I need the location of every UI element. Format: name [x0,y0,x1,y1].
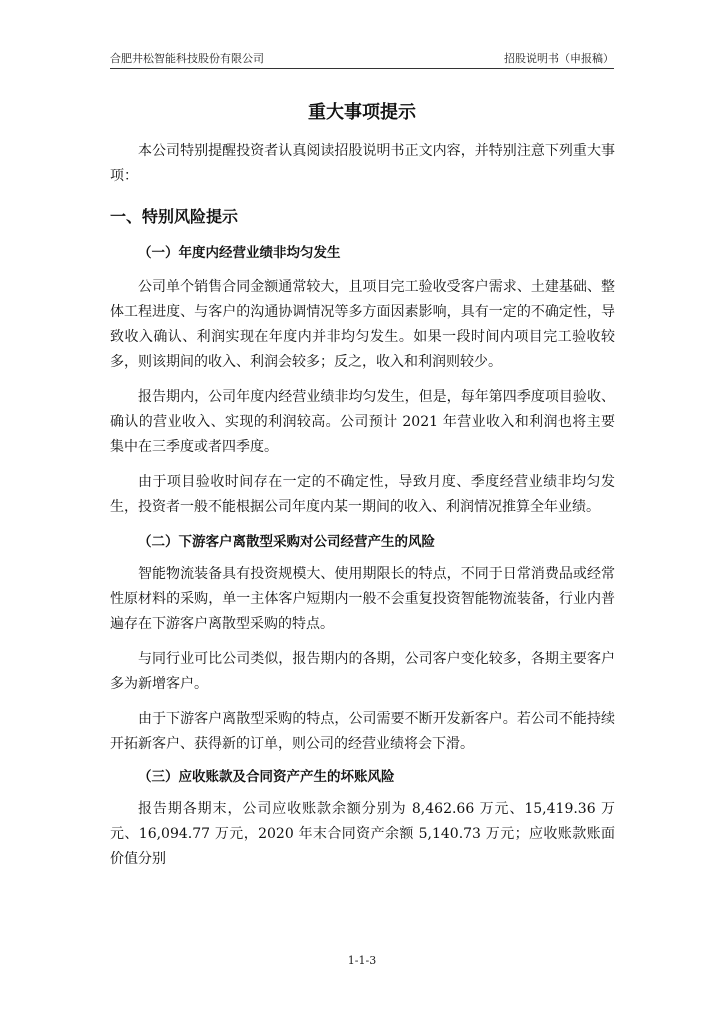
paragraph: 与同行业可比公司类似，报告期内的各期，公司客户变化较多，各期主要客户多为新增客户。 [110,651,615,692]
paragraph: 公司单个销售合同金额通常较大，且项目完工验收受客户需求、土建基础、整体工程进度、与客户的沟通协调情况等多方面因素影响，具有一定的不确定性，导致收入确认、利润实现在年度内并非均匀发生。如果一段时间内项目完工验收较多，则该期间的收入、利润会较多；反之，收入和利润则较少。 [110,279,615,370]
subsection-3-heading: （三）应收账款及合同资产产生的坏账风险 [138,769,395,785]
document-title: 重大事项提示 [308,102,416,123]
header-company: 合肥井松智能科技股份有限公司 [110,52,264,65]
subsection-1-heading: （一）年度内经营业绩非均匀发生 [138,245,341,261]
document-body [110,139,615,872]
section-1-heading: 一、特别风险提示 [110,207,239,226]
subsection-2-heading: （二）下游客户离散型采购对公司经营产生的风险 [138,534,435,550]
paragraph: 报告期内，公司年度内经营业绩非均匀发生，但是，每年第四季度项目验收、确认的营业收入、实现的利润较高。公司预计 2021 年营业收入和利润也将主要集中在三季度或者四季度。 [110,389,615,455]
intro-paragraph: 本公司特别提醒投资者认真阅读招股说明书正文内容，并特别注意下列重大事项： [110,143,615,184]
page-header [110,50,614,69]
paragraph: 由于下游客户离散型采购的特点，公司需要不断开发新客户。若公司不能持续开拓新客户、获得新的订单，则公司的经营业绩将会下滑。 [110,711,615,752]
paragraph: 报告期各期末，公司应收账款余额分别为 8,462.66 万元、15,419.36 万元、16,094.77 万元，2020 年末合同资产余额 5,140.73 万元；应收账款账面价值分别 [110,801,615,867]
paragraph: 智能物流装备具有投资规模大、使用期限长的特点，不同于日常消费品或经常性原材料的采购，单一主体客户短期内一般不会重复投资智能物流装备，行业内普遍存在下游客户离散型采购的特点。 [110,566,615,632]
page-number: 1-1-3 [347,954,377,967]
header-doc-type: 招股说明书（申报稿） [504,52,614,65]
paragraph: 由于项目验收时间存在一定的不确定性，导致月度、季度经营业绩非均匀发生，投资者一般不能根据公司年度内某一期间的收入、利润情况推算全年业绩。 [110,474,615,515]
